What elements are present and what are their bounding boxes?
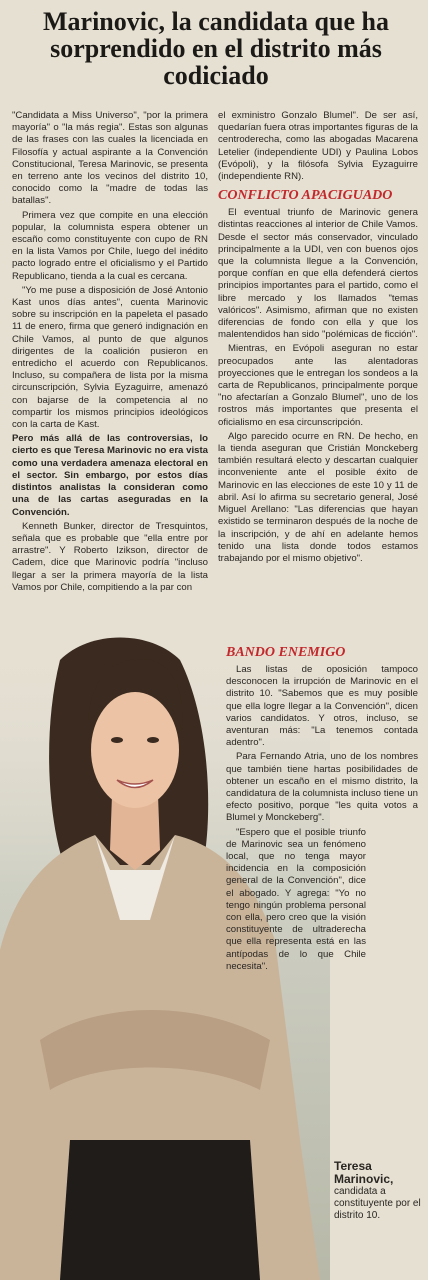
paragraph: Algo parecido ocurre en RN. De hecho, en la tienda aseguran que Cristián Monckeberg también resultará electo y descartan cualquier inconveniente ante el posible éxito de Marinovic en las elecciones de este 10 y 11 de abril. Así lo afirma su secretario general, José Miguel Arellano: "Las diferencias que hayan existido se terminaron después de la noche de la inscripción, y de ahí en adelante hemos tenido una lista donde todos estamos trabajando por el mismo objetivo".: [218, 430, 418, 564]
article-column-right: [218, 110, 418, 567]
headline: Marinovic, la candidata que ha sorprendido en el distrito más codiciado: [43, 7, 389, 90]
section-heading-bando: BANDO ENEMIGO: [226, 645, 346, 660]
paragraph: Mientras, en Evópoli aseguran no estar preocupados ante las alentadoras proyecciones que le entregan los sondeos a la carta de Republicanos, principalmente porque "no afectarían a Gonzalo Blumel", uno de los rostros más importantes que presenta el oficialismo en esa circunscripción.: [218, 343, 418, 428]
paragraph: Primera vez que compite en una elección popular, la columnista espera obtener un escaño como constituyente con cupo de RN en la lista Vamos por Chile, luego del inédito pacto logrado entre el oficialismo y el Partido Republicano, tienda a la cual es cercana.: [12, 209, 208, 282]
highlight-paragraph: Pero más allá de las controversias, lo cierto es que Teresa Marinovic no era vista como una verdadera amenaza electoral en el sector. Sin embargo, por estos días distintos analistas la consideran como una de las cartas aseguradas en la Convención.: [12, 433, 208, 518]
section-heading-conflicto: CONFLICTO APACIGUADO: [218, 188, 393, 204]
paragraph: "Candidata a Miss Universo", "por la primera mayoría" o "la más regia". Estas son algunas de las frases con las cuales la licenciada en Filosofía y actual aspirante a la Convención Constitucional, Teresa Marinovic, se presenta en terreno ante los vecinos del distrito 10, conocido como la "madre de todas las batallas".: [12, 110, 208, 207]
photo-caption: [334, 1160, 426, 1222]
caption-text: candidata a constituyente por el distrito 10.: [334, 1186, 421, 1221]
paragraph: "Espero que el posible triunfo de Marinovic sea un fenómeno local, que no tenga mayor incidencia en la composición general de la Convención", dice el abogado. Y agrega: "Yo no tengo ningún problema personal con ella, pero creo que la visión constituyente de ultraderecha que ella representa está en las antípodas de lo que Chile necesita".: [226, 826, 366, 972]
paragraph: "Yo me puse a disposición de José Antonio Kast unos días antes", cuenta Marinovic sobre su inscripción en la papeleta el pasado 11 de enero, firma que generó indignación en Chile Vamos, al punto de que algunos dirigentes de la coalición pusieron en entredicho el acuerdo con Republicanos. Incluso, su compañera de lista por la misma circunscripción, Sylvia Eyzaguirre, amenazó con bajarse de la competencia al no compartir los mismos principios ideológicos con la carta de Kast.: [12, 284, 208, 431]
article-column-left: [12, 110, 208, 596]
paragraph: Para Fernando Atria, uno de los nombres que también tiene hartas posibilidades de obtener un escaño en el mismo distrito, la candidatura de la columnista incluso tiene un efecto positivo, porque "les quita votos a Blumel y Monckeberg".: [226, 751, 418, 824]
caption-name: Teresa Marinovic,: [334, 1159, 394, 1186]
paragraph: Kenneth Bunker, director de Tresquintos, señala que es probable que "ella entre por arrastre". Y Roberto Izikson, director de Cadem, dice que Marinovic podría "incluso llegar a ser la primera mayoría de la lista Vamos por Chile, compitiendo a la par con: [12, 520, 208, 593]
paragraph: Las listas de oposición tampoco desconocen la irrupción de Marinovic en el distrito 10. "Sabemos que es muy posible que ella logre llegar a la Convención", dicen varios candidatos. Y otros, incluso, se aventuran más: "La tenemos contada adentro".: [226, 664, 418, 749]
article-column-right-bottom: [226, 640, 418, 975]
paragraph: El eventual triunfo de Marinovic genera distintas reacciones al interior de Chile Vamos. Desde el sector más conservador, vinculado principalmente a la UDI, ven con buenos ojos que la columnista llegue a la Convención, porque confían en que ella defenderá ciertos principios importantes para el partido, como el libre mercado y los llamados "temas valóricos". Asimismo, afirman que no existen diferencias de fondo con ella y que los malentendidos han sido "polémicas de ficción".: [218, 207, 418, 341]
paragraph: el exministro Gonzalo Blumel". De ser así, quedarían fuera otras importantes figuras de la centroderecha, como las abogadas Macarena Letelier (independiente UDI) y Paulina Lobos (Evópoli), y la filósofa Sylvia Eyzaguirre (independiente RN).: [218, 110, 418, 183]
